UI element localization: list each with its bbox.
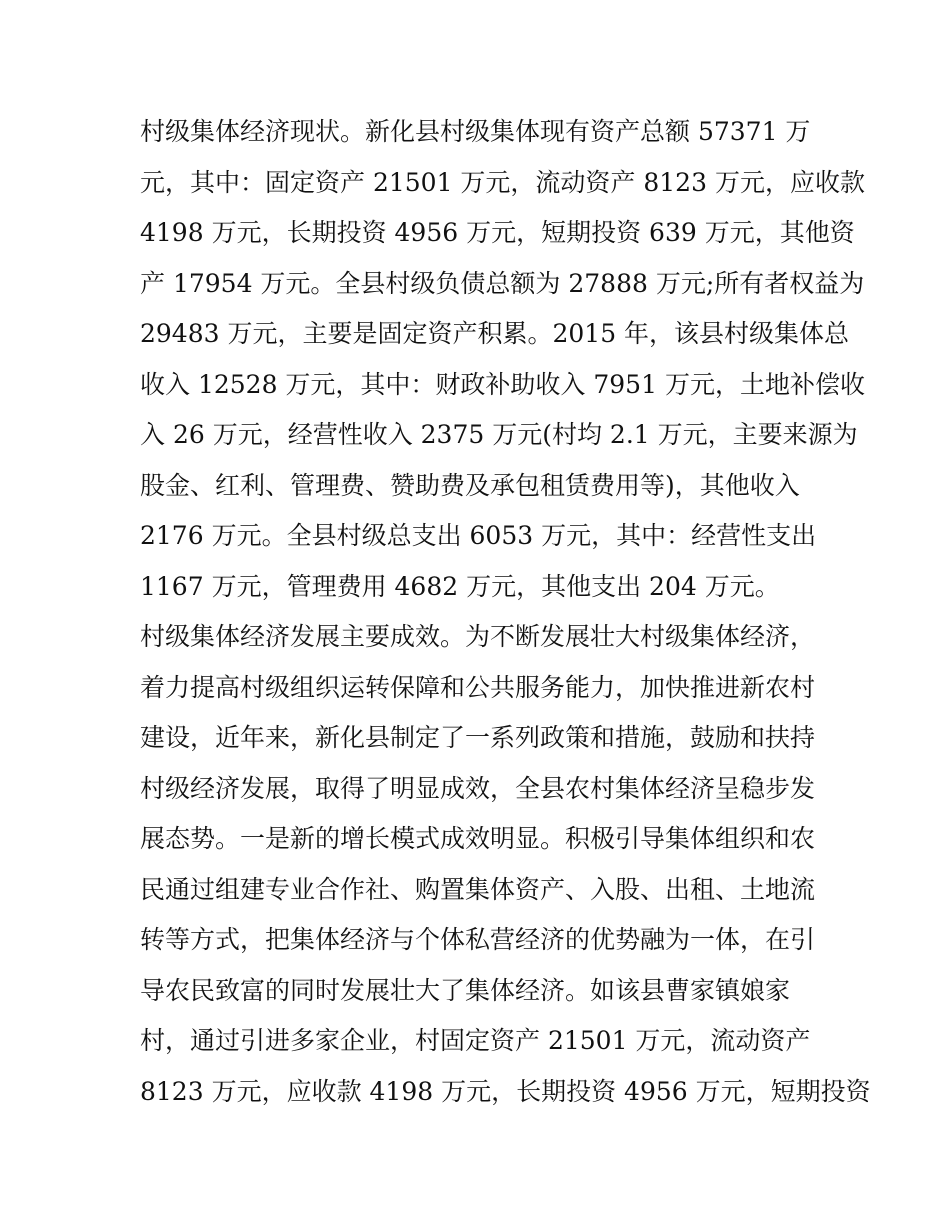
- text-line: 民通过组建专业合作社、购置集体资产、入股、出租、土地流: [140, 874, 816, 904]
- text-line: 村级集体经济发展主要成效。为不断发展壮大村级集体经济，: [140, 622, 816, 651]
- text-line: 8123 万元，应收款 4198 万元，长期投资 4956 万元，短期投资: [140, 1076, 871, 1106]
- text-line: 展态势。一是新的增长模式成效明显。积极引导集体组织和农: [140, 824, 816, 853]
- text-line: 导农民致富的同时发展壮大了集体经济。如该县曹家镇娘家: [140, 975, 791, 1005]
- text-line: 4198 万元，长期投资 4956 万元，短期投资 639 万元，其他资: [140, 218, 855, 247]
- text-line: 收入 12528 万元，其中：财政补助收入 7951 万元，土地补偿收: [140, 369, 865, 399]
- text-line: 股金、红利、管理费、赞助费及承包租赁费用等)，其他收入: [140, 470, 800, 500]
- text-line: 元，其中：固定资产 21501 万元，流动资产 8123 万元，应收款: [140, 167, 865, 197]
- text-line: 29483 万元，主要是固定资产积累。2015 年，该县村级集体总: [140, 319, 850, 348]
- text-line: 建设，近年来，新化县制定了一系列政策和措施，鼓励和扶持: [140, 723, 816, 752]
- text-line: 村级集体经济现状。新化县村级集体现有资产总额 57371 万: [140, 117, 811, 146]
- text-line: 村，通过引进多家企业，村固定资产 21501 万元，流动资产: [140, 1026, 811, 1055]
- text-line: 入 26 万元，经营性收入 2375 万元(村均 2.1 万元，主要来源为: [140, 420, 858, 449]
- document-body: [140, 107, 871, 1117]
- text-line: 村级经济发展，取得了明显成效，全县农村集体经济呈稳步发: [140, 773, 816, 803]
- text-line: 转等方式，把集体经济与个体私营经济的优势融为一体，在引: [140, 925, 816, 954]
- text-line: 着力提高村级组织运转保障和公共服务能力，加快推进新农村: [140, 672, 816, 702]
- text-line: 产 17954 万元。全县村级负债总额为 27888 万元;所有者权益为: [140, 268, 865, 298]
- text-line: 1167 万元，管理费用 4682 万元，其他支出 204 万元。: [140, 571, 780, 601]
- text-line: 2176 万元。全县村级总支出 6053 万元，其中：经营性支出: [140, 521, 817, 550]
